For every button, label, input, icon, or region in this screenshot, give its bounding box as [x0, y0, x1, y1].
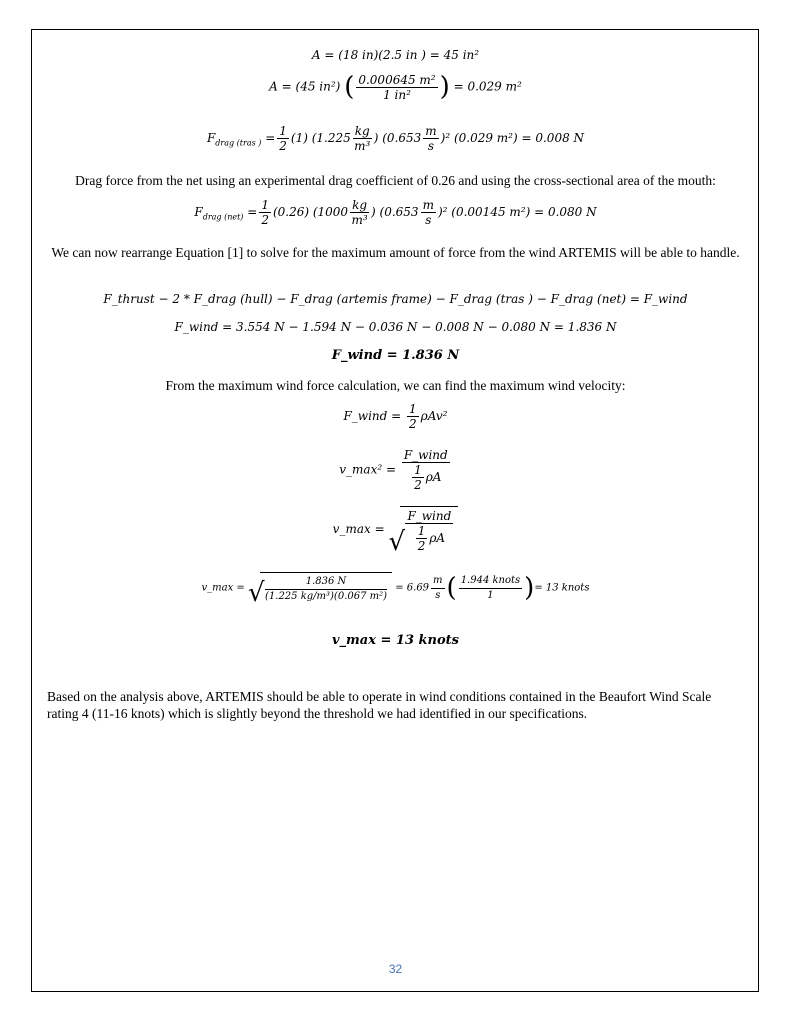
eq11-right: = 13 knots [534, 582, 590, 594]
paragraph-velocity-intro: From the maximum wind force calculation, we can find the maximum wind velocity: [165, 378, 626, 393]
eq4-velocity: (0.653 [379, 205, 419, 219]
sqrt-sign [400, 506, 458, 553]
eq2-left: A = (45 in²) [269, 79, 341, 94]
eq4-subscript: drag (net) [202, 212, 244, 222]
half-denominator: 2 [261, 213, 269, 227]
eq8-right: ρAv² [420, 409, 448, 423]
half-numerator: 1 [414, 463, 422, 477]
eq9-numerator: F_wind [403, 448, 448, 462]
equation-drag-tras: $F_{drag (tras )}$ = $\frac{1}{2}$ (1) (1.225 $\frac{kg}{\text{m³}}$ ) (0.653 $\frac{m}{s}$ )² (0.029 m²) = 0.008 N [206, 124, 585, 153]
half-denominator: 2 [417, 539, 426, 553]
paragraph-net-drag-intro: Drag force from the net using an experimental drag coefficient of 0.26 and using the cross-sectional area of the mouth: [75, 173, 716, 188]
eq3-F: F [206, 131, 216, 145]
half-denominator: 2 [409, 417, 417, 431]
equation-wind-force-result: F_wind = 1.836 N [331, 348, 460, 363]
eq2-denominator: 1 in² [383, 87, 411, 102]
unit-s: s [427, 139, 435, 153]
eq4-right: ² (0.00145 m²) = 0.080 N [442, 205, 597, 219]
paragraph-rearrange: We can now rearrange Equation [1] to solve for the maximum amount of force from the wind ARTEMIS will be able to handle. [51, 245, 740, 260]
unit-kg: kg [352, 198, 368, 212]
half-denominator: 2 [279, 139, 287, 153]
unit-m: m [425, 124, 437, 138]
unit-m3: m³ [351, 213, 368, 227]
eq3-body: (1) (1.225 [290, 131, 351, 145]
rhoA: ρA [429, 531, 446, 545]
half-numerator: 1 [279, 124, 287, 138]
eq10-numerator: √ F_wind [407, 509, 452, 523]
page-number: 32 [388, 962, 403, 976]
eq10-left: v_max = [332, 522, 385, 536]
equation-drag-net: $F_{drag (net)}$ = $\frac{1}{2}$ (0.26) (1000 $\frac{kg}{\text{m³}}$ ) (0.653 $\frac{m}{s}$ )² (0.00145 m²) = 0.080 N [194, 198, 597, 227]
eq3-velocity: (0.653 [382, 131, 422, 145]
eq3-right: ² (0.029 m²) = 0.008 N [445, 131, 585, 145]
equation-area-conversion: A = (45 in²) ( $\frac{\text{0.000645 m²}}{\text{1 in²}}$ ) = 0.029 m² [269, 72, 522, 102]
equation-vmax-numeric: v_max = √ $\frac{1.836 N}{\text{(1.225 kg/m³)(0.067 m²)}}$ = 6.69 $\frac{m}{s}$ ( $\frac{\text{1.944 knots}}{1}$ )= 13 knots [0, 572, 791, 604]
unit-s: s [435, 589, 441, 601]
eq4-body: (0.26) (1000 [272, 205, 349, 219]
equation-vmax-sqrt [0, 506, 791, 553]
eq8-left: F_wind = [343, 409, 402, 423]
unit-s: s [425, 213, 432, 227]
eq2-numerator: 0.000645 m² [358, 72, 436, 87]
eq11-conv-den: 1 [487, 589, 494, 601]
eq4-F: F [194, 205, 203, 219]
equation-force-balance: F_thrust − 2 * F_drag (hull) − F_drag (artemis frame) − F_drag (tras ) − F_drag (net) = F_wind [103, 292, 688, 306]
equation-wind-force-formula [0, 402, 791, 431]
sqrt-sign [260, 572, 392, 604]
half-numerator: 1 [409, 402, 417, 416]
equation-wind-force-calc: F_wind = 3.554 N − 1.594 N − 0.036 N − 0.008 N − 0.080 N = 1.836 N [174, 320, 617, 334]
eq9-left: v_max² = [339, 462, 397, 477]
half-denominator: 2 [414, 478, 422, 492]
eq2-right: = 0.029 m² [453, 79, 522, 94]
unit-m: m [431, 574, 444, 589]
eq11-mid: = 6.69 [395, 582, 430, 594]
equation-vmax-squared [0, 448, 791, 492]
eq11-left: v_max = [201, 582, 245, 594]
unit-m: m [422, 198, 434, 212]
eq3-subscript: drag (tras ) [215, 138, 262, 148]
eq11-numerator: √ 1.836 N [265, 575, 387, 590]
eq11-conv-num: 1.944 knots [459, 574, 522, 589]
half-numerator: 1 [261, 198, 269, 212]
paragraph-conclusion: Based on the analysis above, ARTEMIS should be able to operate in wind conditions contained in the Beaufort Wind Scale rating 4 (11-16 knots) which is slightly beyond the threshold we had identified in our specifications. [47, 689, 712, 721]
unit-m3: m³ [354, 139, 371, 153]
unit-kg: kg [354, 124, 370, 138]
half-numerator: 1 [417, 524, 426, 538]
equation-area: A = (18 in)(2.5 in ) = 45 in² [311, 48, 480, 62]
eq11-denominator: (1.225 kg/m³)(0.067 m²) [265, 591, 388, 602]
rhoA: ρA [425, 470, 442, 484]
equation-vmax-result: v_max = 13 knots [332, 633, 459, 648]
